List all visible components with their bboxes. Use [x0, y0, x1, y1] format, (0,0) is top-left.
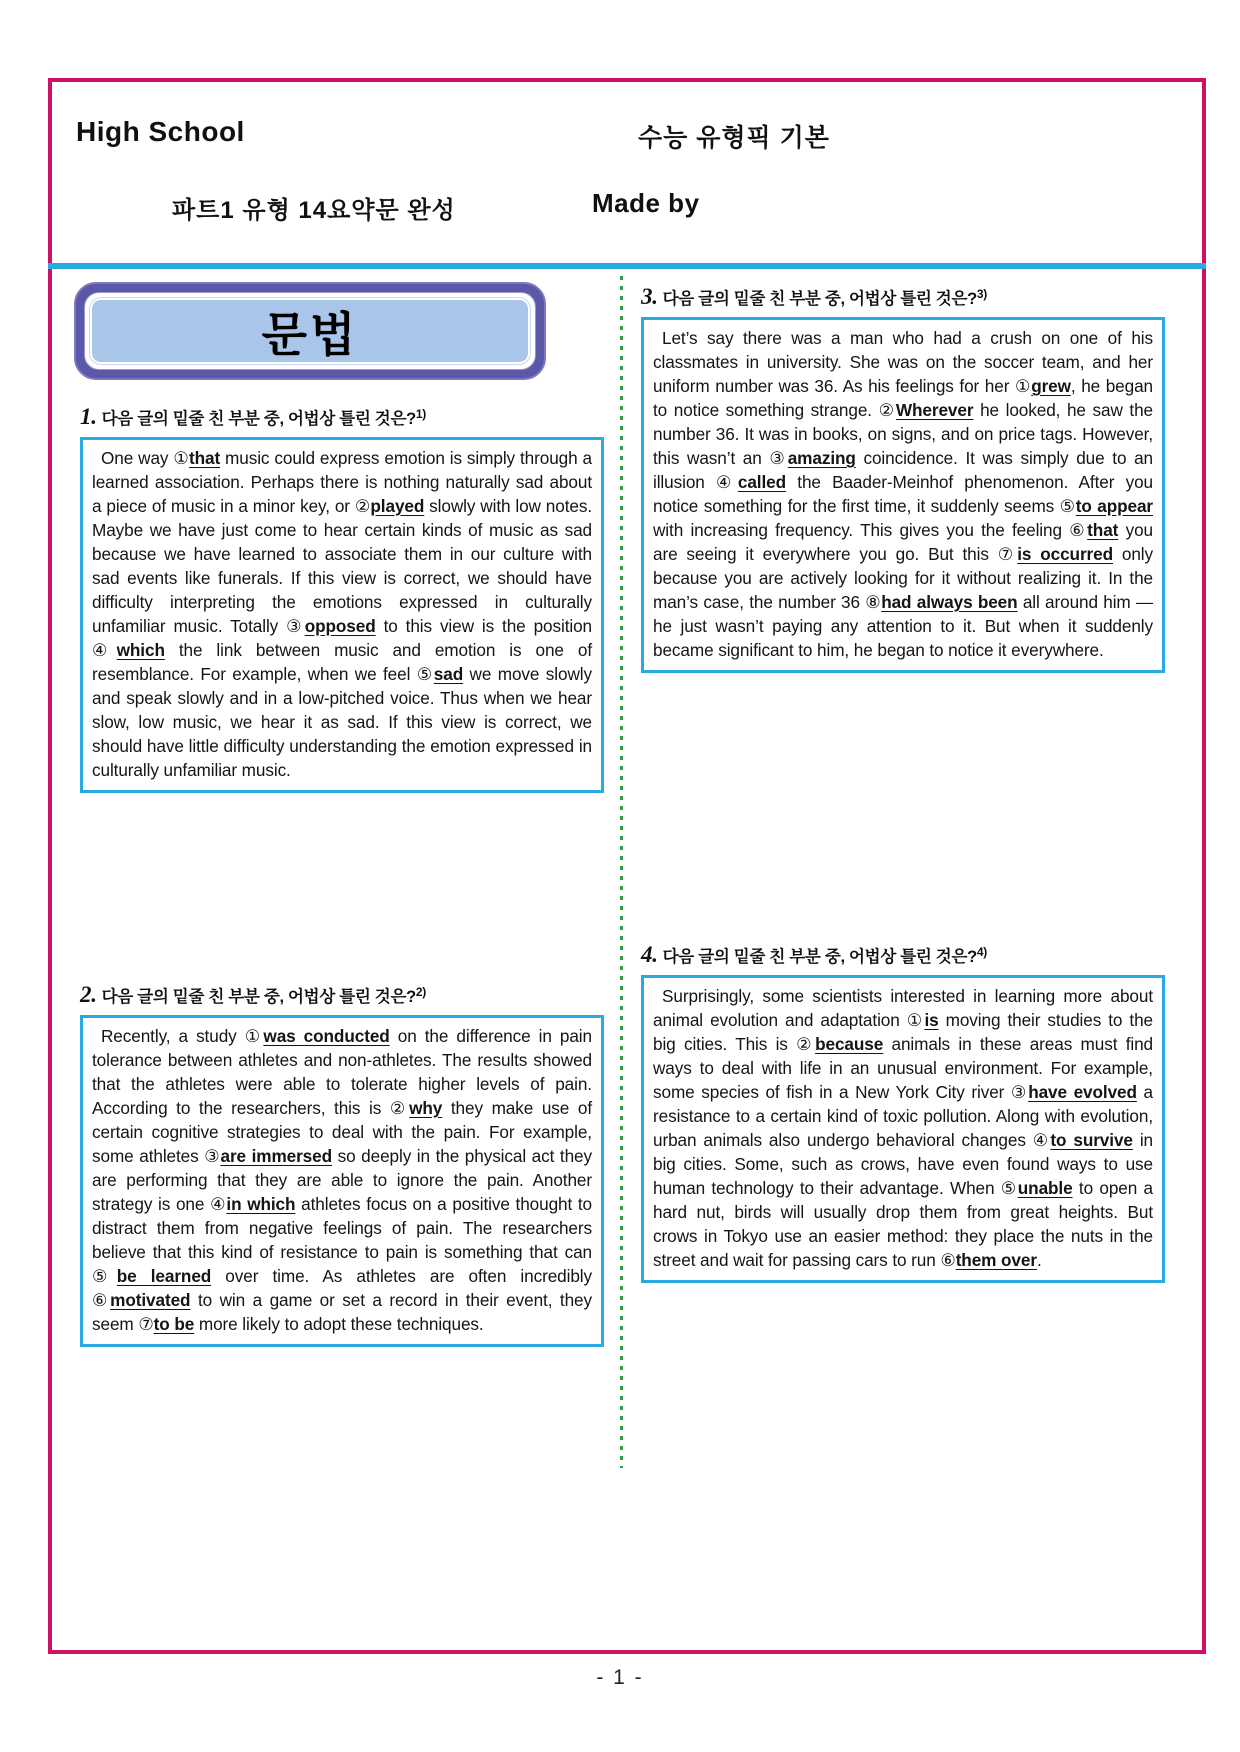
circled-number: ② [389, 1098, 410, 1118]
question-heading [641, 942, 1165, 968]
header-part-label: 파트1 유형 14요약문 완성 [172, 197, 456, 224]
underlined-choice: which [116, 640, 165, 660]
circled-number: ⑧ [865, 592, 882, 612]
question-number: 4. [641, 942, 658, 967]
circled-number: ⑥ [1069, 520, 1088, 540]
circled-number: ③ [1010, 1082, 1029, 1102]
underlined-choice: that [188, 448, 221, 468]
underlined-choice: was conducted [263, 1026, 390, 1046]
question-heading [80, 982, 604, 1008]
circled-number: ① [1014, 376, 1032, 396]
underlined-choice: motivated [110, 1290, 191, 1310]
passage-text: One way ①that music could express emotion is simply through a learned association. Perhaps there is nothing naturally sad about a piece of music in a minor key, or ②played slowly with low notes. Maybe we have just come to hear certain kinds of music as sad because we have learned to associate them in our culture with sad events like funerals. If this view is correct, we should have difficulty interpreting the emotions expressed in culturally unfamiliar music. Totally ③opposed to this view is the position ④which the link between music and emotion is one of resemblance. For example, when we feel ⑤sad we move slowly and speak slowly and in a low-pitched voice. Thus when we hear slow, low music, we hear it as sad. If this view is correct, we should have little difficulty understanding the emotion expressed in culturally unfamiliar music. [92, 448, 593, 780]
circled-number: ④ [92, 640, 117, 660]
question-3 [641, 284, 1165, 673]
circled-number: ② [878, 400, 896, 420]
circled-number: ⑤ [416, 664, 434, 684]
circled-number: ④ [1032, 1130, 1051, 1150]
underlined-choice: grew [1031, 376, 1071, 396]
question-footnote: 2) [415, 985, 426, 999]
question-prompt: 다음 글의 밑줄 친 부분 중, 어법상 틀린 것은? [662, 948, 977, 966]
question-1 [80, 404, 604, 793]
circled-number: ③ [286, 616, 305, 636]
circled-number: ② [354, 496, 371, 516]
circled-number: ⑦ [997, 544, 1018, 564]
page-number: - 1 - [596, 1666, 644, 1689]
circled-number: ① [173, 448, 189, 468]
passage-box [80, 1015, 604, 1347]
question-footnote: 1) [415, 407, 426, 421]
section-title-inner-frame [84, 292, 536, 370]
question-prompt: 다음 글의 밑줄 친 부분 중, 어법상 틀린 것은? [662, 290, 977, 308]
circled-number: ③ [769, 448, 788, 468]
passage-text: Surprisingly, some scientists interested in learning more about animal evolution and adaptation ①is moving their studies to the big cities. This is ②because animals in these areas must find ways to deal with life in an unusual environment. For example, some species of fish in a New York City river ③have evolved a resistance to a certain kind of toxic pollution. Along with evolution, urban animals also undergo behavioral changes ④to survive in big cities. Some, such as crows, have even found ways to use human technology to their advantage. When ⑤unable to open a hard nut, birds will usually drop them from great heights. But crows in Tokyo use an easier method: they place the nuts in the street and wait for passing cars to run ⑥them over. [653, 986, 1154, 1270]
underlined-choice: that [1087, 520, 1119, 540]
passage-box [641, 975, 1165, 1283]
underlined-choice: unable [1017, 1178, 1073, 1198]
underlined-choice: them over [955, 1250, 1037, 1270]
circled-number: ④ [716, 472, 738, 492]
question-heading [641, 284, 1165, 310]
underlined-choice: to appear [1075, 496, 1153, 516]
underlined-choice: had always been [881, 592, 1018, 612]
underlined-choice: to survive [1050, 1130, 1133, 1150]
section-title-outer-frame [74, 282, 546, 380]
underlined-choice: be learned [116, 1266, 212, 1286]
underlined-choice: is occurred [1017, 544, 1113, 564]
underlined-choice: in which [226, 1194, 296, 1214]
circled-number: ② [796, 1034, 816, 1054]
underlined-choice: played [370, 496, 425, 516]
circled-number: ⑦ [138, 1314, 154, 1334]
question-footnote: 4) [976, 945, 987, 959]
question-2 [80, 982, 604, 1347]
column-divider [620, 276, 623, 1468]
section-title-fill [90, 298, 530, 364]
circled-number: ① [244, 1026, 264, 1046]
circled-number: ⑥ [940, 1250, 956, 1270]
question-prompt: 다음 글의 밑줄 친 부분 중, 어법상 틀린 것은? [101, 410, 416, 428]
header-rule [48, 263, 1206, 269]
circled-number: ⑥ [92, 1290, 111, 1310]
underlined-choice: because [815, 1034, 884, 1054]
underlined-choice: is [924, 1010, 939, 1030]
section-title: 문법 [261, 307, 359, 361]
question-prompt: 다음 글의 밑줄 친 부분 중, 어법상 틀린 것은? [101, 988, 416, 1006]
circled-number: ⑤ [1000, 1178, 1018, 1198]
underlined-choice: to be [153, 1314, 195, 1334]
passage-box [80, 437, 604, 793]
underlined-choice: Wherever [895, 400, 974, 420]
underlined-choice: amazing [787, 448, 856, 468]
question-heading [80, 404, 604, 430]
underlined-choice: are immersed [220, 1146, 332, 1166]
circled-number: ① [906, 1010, 925, 1030]
question-number: 3. [641, 284, 658, 309]
circled-number: ⑤ [92, 1266, 117, 1286]
header-made-by: Made by [592, 188, 700, 218]
question-number: 2. [80, 982, 97, 1007]
question-footnote: 3) [976, 287, 987, 301]
passage-text: Let’s say there was a man who had a crush on one of his classmates in university. She was on the soccer team, and her uniform number was 36. As his feelings for her ①grew, he began to notice something strange. ②Wherever he looked, he saw the number 36. It was in books, on signs, and on price tags. However, this wasn’t an ③amazing coincidence. It was simply due to an illusion ④called the Baader-Meinhof phenomenon. After you notice something for the first time, it suddenly seems ⑤to appear with increasing frequency. This gives you the feeling ⑥that you are seeing it everywhere you go. But this ⑦is occurred only because you are actively looking for it without realizing it. In the man’s case, the number 36 ⑧had always been all around him — he just wasn’t paying any attention to it. But when it suddenly became significant to him, he began to notice it everywhere. [653, 328, 1154, 660]
question-number: 1. [80, 404, 97, 429]
underlined-choice: have evolved [1028, 1082, 1137, 1102]
underlined-choice: sad [433, 664, 464, 684]
header-exam-title: 수능 유형픽 기본 [638, 124, 830, 152]
section-title-box [74, 282, 546, 380]
circled-number: ⑤ [1059, 496, 1076, 516]
header-left-title: High School [76, 116, 245, 147]
circled-number: ③ [204, 1146, 221, 1166]
underlined-choice: called [737, 472, 787, 492]
underlined-choice: opposed [304, 616, 376, 636]
passage-text: Recently, a study ①was conducted on the difference in pain tolerance between athletes and non-athletes. The results showed that the athletes were able to tolerate higher levels of pain. According to the researchers, this is ②why they make use of certain cognitive strategies to deal with the pain. For example, some athletes ③are immersed so deeply in the physical act they are performing that they are able to ignore the pain. Another strategy is one ④in which athletes focus on a positive thought to distract them from negative feelings of pain. The researchers believe that this kind of resistance to pain is something that can ⑤be learned over time. As athletes are often incredibly ⑥motivated to win a game or set a record in their event, they seem ⑦to be more likely to adopt these techniques. [92, 1026, 593, 1334]
passage-box [641, 317, 1165, 673]
question-4 [641, 942, 1165, 1283]
circled-number: ④ [210, 1194, 227, 1214]
underlined-choice: why [409, 1098, 443, 1118]
